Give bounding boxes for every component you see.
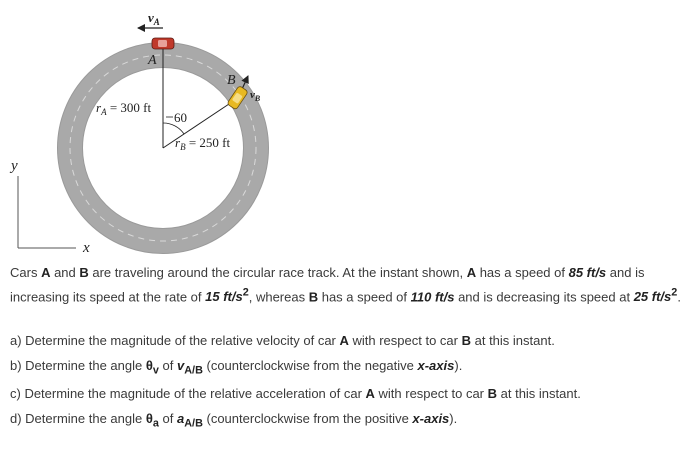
label-angle: 60 (174, 110, 187, 125)
label-v-a: $v_A$ (148, 10, 160, 27)
car-a (152, 38, 174, 49)
label-v-b: $v_B$ (250, 89, 261, 103)
label-a: A (148, 53, 157, 68)
x-axis-label: x (83, 240, 90, 256)
question-c: c) Determine the magnitude of the relative acceleration of car A with respect to car B at this instant. (10, 386, 581, 401)
label-b: B (227, 73, 236, 88)
question-a: a) Determine the magnitude of the relative velocity of car A with respect to car B at this instant. (10, 333, 555, 348)
y-axis-label: y (11, 158, 18, 174)
problem-statement: Cars A and B are traveling around the circular race track. At the instant shown, A has a speed of 85 ft/s and is increasing its speed at the rate of 15 $ft/s^2$, whereas B has a speed of 110 ft/s and is decreasing its speed at 25 $ft/s^2$. (10, 265, 681, 305)
label-r-b: $r_B = 250$ ft (175, 135, 231, 152)
question-d: d) Determine the angle $\theta_a$ of $a_{A/B}$ (counterclockwise from the positive x-axis). (10, 411, 458, 430)
question-b: b) Determine the angle $\theta_v$ of $v_{A/B}$ (counterclockwise from the negative x-axis). (10, 358, 463, 377)
label-r-a: $r_A = 300$ ft (96, 100, 152, 117)
